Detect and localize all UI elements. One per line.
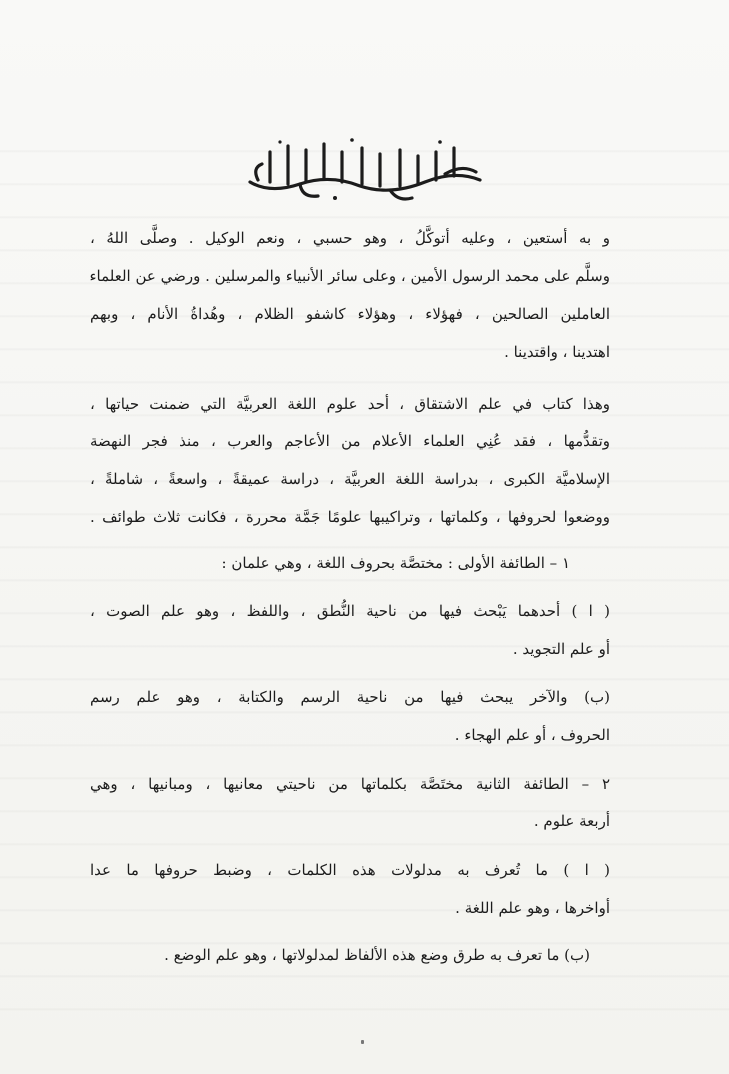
text-line: وسلَّم على محمد الرسول الأمين ، وعلى سائر الأنبياء والمرسلين . ورضي عن العلماء	[89, 267, 610, 285]
text-line: الحروف ، أو علم الهجاء .	[454, 726, 610, 744]
text-line: ٢ – الطائفة الثانية مختَصَّة بكلماتها من ناحيتي معانيها ، ومبانيها ، وهي	[90, 775, 610, 793]
text-line: (ب) والآخر يبحث فيها من ناحية الرسم والكتابة ، وهو علم رسم	[90, 688, 610, 706]
text-line: و به أستعين ، وعليه أتوكَّلُ ، وهو حسبي ، ونعم الوكيل . وصلَّى اللهُ ،	[90, 229, 610, 247]
text-line: وهذا كتاب في علم الاشتقاق ، أحد علوم اللغة العربيَّة التي ضمنت حياتها ،	[90, 395, 610, 413]
text-line: (ب) ما تعرف به طرق وضع هذه الألفاظ لمدلولاتها ، وهو علم الوضع .	[164, 946, 590, 964]
text-line: أربعة علوم .	[533, 812, 610, 830]
text-line: ( ا ) أحدهما يَبْحث فيها من ناحية النُّطق ، واللفظ ، وهو علم الصوت ،	[90, 602, 610, 620]
text-line: أواخرها ، وهو علم اللغة .	[455, 899, 610, 917]
text-line: أو علم التجويد .	[512, 640, 610, 658]
text-line: ١ – الطائفة الأولى : مختصَّة بحروف اللغة ، وهي علمان :	[221, 554, 570, 572]
page-mark	[361, 1040, 364, 1044]
text-line: الإسلاميَّة الكبرى ، بدراسة اللغة العربيَّة ، دراسة عميقةً ، واسعةً ، شاملةً ،	[90, 470, 610, 488]
text-line: ( ا ) ما تُعرف به مدلولات هذه الكلمات ، وضبط حروفها ما عدا	[90, 861, 610, 879]
basmala-calligraphy	[240, 134, 490, 206]
text-line: وتقدُّمها ، فقد عُنِي العلماء الأعلام من الأعاجم والعرب ، منذ فجر النهضة	[90, 432, 610, 450]
text-line: العاملين الصالحين ، فهؤلاء ، وهؤلاء كاشفو الظلام ، وهُداةُ الأنام ، وبهم	[90, 305, 610, 323]
basmala-calligraphy-image	[240, 134, 490, 206]
text-line: اهتدينا ، واقتدينا .	[504, 343, 610, 361]
text-line: ووضعوا لحروفها ، وكلماتها ، وتراكيبها علومًا جَمَّة محررة ، فكانت ثلاث طوائف .	[90, 508, 610, 526]
